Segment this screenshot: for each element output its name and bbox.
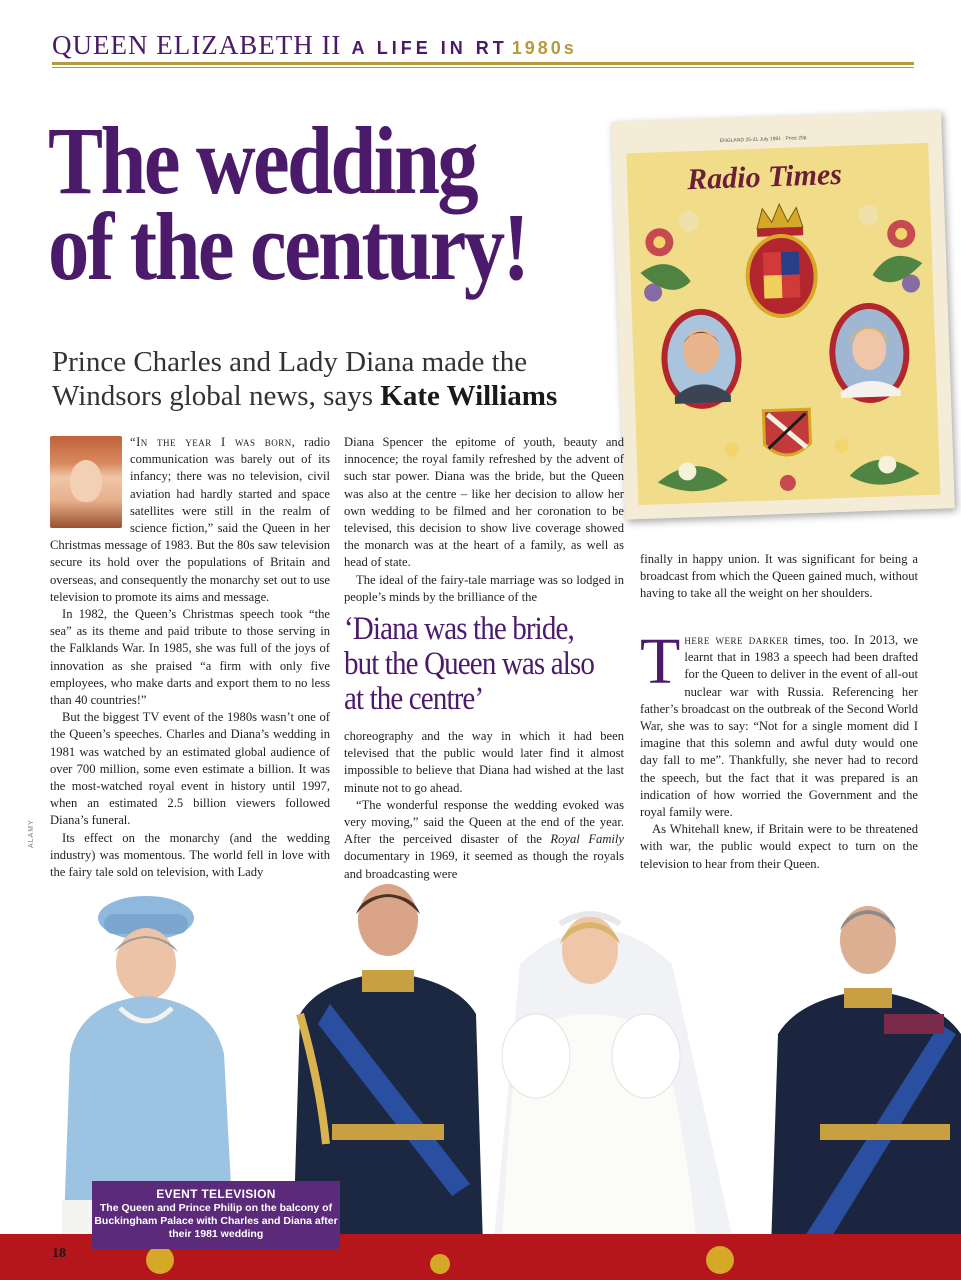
figure-diana <box>490 914 742 1280</box>
paragraph: Diana Spencer the epitome of youth, beauty and innocence; the royal family refreshed by the advent of such star power. Diana was the bride, but the Queen was also at the centre – like her decision to allow her own wedding to be filmed and her coronation to be televised, this decision to show live coverage showed the monarch was at the heart of a family, as well as head of state. <box>344 435 624 570</box>
lead-in: here were darker <box>684 633 789 647</box>
column-2-top <box>344 434 624 606</box>
portrait-diana <box>828 302 911 405</box>
photo-caption <box>92 1181 340 1249</box>
headline-line-1: The wedding <box>48 107 477 214</box>
caption-title: EVENT TELEVISION <box>156 1187 276 1201</box>
page-number: 18 <box>52 1246 66 1261</box>
cover-masthead: Radio Times <box>686 157 843 197</box>
paragraph: finally in happy union. It was significant for being a broadcast from which the Queen gained much, without having to take all the weight on her shoulders. <box>640 552 918 601</box>
cover-illustration <box>626 143 940 505</box>
header-rule <box>52 62 914 65</box>
header-rule-thin <box>52 67 914 68</box>
drop-cap: T <box>640 625 681 698</box>
paragraph: The ideal of the fairy-tale marriage was so lodged in people’s minds by the brilliance of the <box>344 572 624 604</box>
paragraph: As Whitehall knew, if Britain were to be threatened with war, the public would expect to turn on the television to hear from their Queen. <box>640 822 918 871</box>
pull-quote: ‘Diana was the bride, but the Queen was also at the centre’ <box>344 611 595 717</box>
paragraph: “The wonderful response the wedding evoked was very moving,” said the Queen at the end of the year. After the perceived disaster of the Royal Family documentary in 1969, it seemed as though the royals and broadcasting were <box>344 797 624 881</box>
caption-body: The Queen and Prince Philip on the balcony of Buckingham Palace with Charles and Diana after their 1981 wedding <box>94 1202 338 1240</box>
paragraph: “In the year I was born, radio communication was barely out of its infancy; there was no television, civil aviation had hardly started and space satellites were still in the realm of science fiction,” said the Queen in her Christmas message of 1983. But the 80s saw television secure its hold over the populations of Britain and overseas, and consequently the monarchy set out to use television to promote its aims and message. <box>50 435 330 604</box>
portrait-charles <box>660 308 743 411</box>
headline <box>48 107 530 300</box>
section-title: A LIFE IN RT <box>351 38 508 58</box>
paragraph: There were darker times, too. In 2013, we learnt that in 1983 a speech had been drafted for the Queen to deliver in the event of all-out nuclear war with Russia. Referencing her father’s broadcast on the outbreak of the Second World War, she was to say: “Not for a single moment did I imagine that this solemn and awful duty would one day fall to me”. Thankfully, she never had to record the speech, but the fact that it was prepared is an indication of how worried the Government and the royal family were. <box>640 625 918 820</box>
series-title: QUEEN ELIZABETH II <box>52 30 342 60</box>
decade-label: 1980s <box>511 38 577 58</box>
radio-times-cover-image <box>611 110 955 519</box>
column-1 <box>50 434 330 881</box>
figure-philip <box>770 906 961 1280</box>
paragraph: In 1982, the Queen’s Christmas speech took “the sea” as its theme and paid tribute to those serving in the Falklands War. In 1985, she was full of the joys of innovation as she praised “a firm with only five employees, who make darts and export them to no less than 40 countries!” <box>50 607 330 708</box>
paragraph: But the biggest TV event of the 1980s wasn’t one of the Queen’s speeches. Charles and Diana’s wedding in 1981 was watched by an estimated global audience of over 700 million, some even estimate a billion. It was the most-watched royal event in history until 1997, when an estimated 2.5 billion viewers followed Diana’s funeral. <box>50 710 330 828</box>
coat-of-arms <box>746 235 817 317</box>
crown-emblem <box>756 203 803 237</box>
column-3-top <box>640 551 918 603</box>
standfirst <box>52 345 632 413</box>
cover-issue-line: ENGLAND 25-31 July 1981 · Price 20p <box>719 135 807 145</box>
lead-in: “In the year I was born, <box>130 435 296 449</box>
column-3-bottom <box>640 625 918 873</box>
author-name: Kate Williams <box>380 380 558 412</box>
photo-credit: ALAMY <box>28 819 35 848</box>
standfirst-text: Prince Charles and Lady Diana made the Windsors global news, says <box>52 346 528 412</box>
paragraph: Its effect on the monarchy (and the wedding industry) was momentous. The world fell in love with the fairy tale sold on television, with Lady <box>50 830 330 880</box>
spencer-shield <box>763 409 811 456</box>
headline-line-2: of the century! <box>48 193 528 300</box>
cover-artwork <box>626 143 940 505</box>
column-2-bottom <box>344 728 624 883</box>
author-photo <box>50 436 122 528</box>
paragraph: choreography and the way in which it had been televised that the public would later find it almost impossible to believe that Diana had wished at the last minute not to go ahead. <box>344 729 624 795</box>
